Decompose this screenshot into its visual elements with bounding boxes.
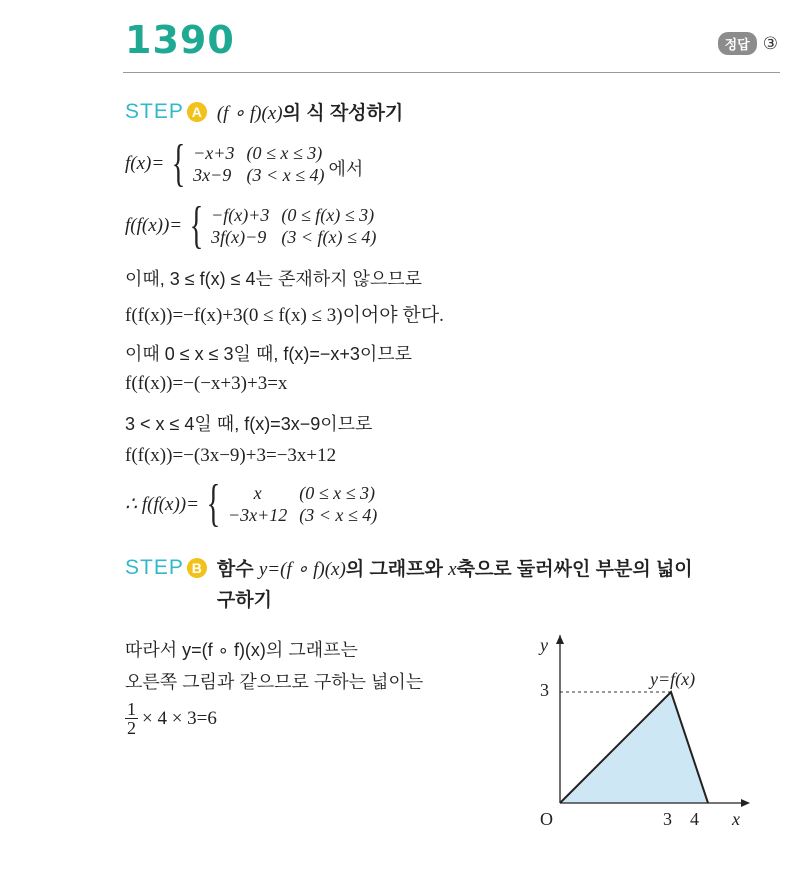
solution-line-3: 이때, 3 ≤ f(x) ≤ 4는 존재하지 않으므로 (125, 269, 423, 289)
step-b-body-line1: 따라서 y=(f ∘ f)(x)의 그래프는 (125, 640, 358, 660)
f-case1-expr: −x+3 (193, 143, 235, 163)
result-brace: { (206, 475, 221, 532)
step-a-label: STEP (125, 100, 184, 123)
step-b-title-part3: 축으로 둘러싸인 부분의 넓이 (456, 559, 693, 580)
step-b-title (217, 556, 693, 614)
ff-case2-expr: 3f(x)−9 (211, 227, 267, 247)
curve-label: y=f(x) (650, 669, 696, 689)
step-a-circle: A (187, 102, 207, 122)
result-lhs: ∴ f(f(x))= (125, 493, 199, 515)
x-axis-arrow-icon (741, 799, 750, 807)
ff-definition-brace: { (189, 197, 204, 254)
f-definition-suffix: 에서 (328, 159, 364, 179)
y-tick-3: 3 (540, 680, 549, 700)
x-axis-label: x (732, 809, 740, 829)
area-fraction-denominator: 2 (127, 718, 136, 738)
problem-number: 1390 (125, 18, 235, 62)
step-b-heading (125, 556, 693, 614)
area-expression: × 4 × 3=6 (142, 707, 217, 729)
f-definition-brace: { (171, 135, 186, 192)
area-fraction-numerator: 1 (127, 699, 136, 719)
ff-case2-cond: (3 < f(x) ≤ 4) (281, 227, 377, 247)
x-tick-3: 3 (663, 809, 672, 829)
step-b-body-line2: 오른쪽 그림과 같으므로 구하는 넓이는 (125, 672, 424, 692)
step-b-title-line1 (217, 556, 693, 583)
solution-line-8: f(f(x))=−(3x−9)+3=−3x+12 (125, 445, 337, 466)
solution-line-6: f(f(x))=−(−x+3)+3=x (125, 373, 288, 394)
area-fraction (125, 700, 138, 737)
answer-indicator (718, 32, 778, 55)
step-b-circle: B (187, 558, 207, 578)
step-b-label: STEP (125, 556, 184, 579)
answer-badge: 정답 (718, 32, 757, 55)
solution-line-5: 이때 0 ≤ x ≤ 3일 때, f(x)=−x+3이므로 (125, 344, 413, 364)
step-b-title-part2: 의 그래프와 (345, 559, 449, 580)
step-a-heading (125, 100, 403, 127)
f-case1-cond: (0 ≤ x ≤ 3) (246, 143, 323, 163)
step-b-title-part1: 함수 (216, 559, 259, 580)
solution-line-4: f(f(x))=−f(x)+3(0 ≤ f(x) ≤ 3)이어야 한다. (125, 305, 444, 326)
f-definition (125, 135, 364, 192)
f-definition-lhs: f(x)= (125, 153, 165, 174)
f-definition-cases (193, 142, 324, 186)
origin-label: O (540, 809, 553, 829)
result-definition (125, 475, 378, 532)
result-case1-expr: x (253, 483, 262, 503)
area-calculation (125, 700, 217, 737)
ff-case1-expr: −f(x)+3 (211, 205, 270, 225)
step-b-title-line2: 구하기 (216, 590, 272, 611)
y-axis-arrow-icon (556, 635, 564, 644)
area-graph (520, 635, 760, 835)
step-b-title-x: x (448, 559, 457, 580)
y-axis-label: y (540, 635, 548, 655)
f-case2-cond: (3 < x ≤ 4) (246, 165, 325, 185)
result-case2-expr: −3x+12 (227, 505, 288, 525)
f-case2-expr: 3x−9 (193, 165, 232, 185)
x-tick-4: 4 (690, 809, 699, 829)
step-a-title-text: 의 식 작성하기 (282, 103, 404, 124)
header-divider (123, 72, 780, 73)
result-case2-cond: (3 < x ≤ 4) (299, 505, 378, 525)
answer-value: ③ (762, 33, 778, 53)
ff-definition-lhs: f(f(x))= (125, 215, 183, 236)
shaded-region (560, 692, 708, 803)
solution-line-7: 3 < x ≤ 4일 때, f(x)=3x−9이므로 (125, 414, 373, 434)
result-case1-cond: (0 ≤ x ≤ 3) (299, 483, 375, 503)
step-a-title-math: (f ∘ f)(x) (216, 103, 283, 124)
ff-definition (125, 197, 377, 254)
result-cases (228, 482, 377, 526)
step-a-title (217, 100, 403, 127)
step-b-title-math: y=(f ∘ f)(x) (258, 559, 346, 580)
ff-case1-cond: (0 ≤ f(x) ≤ 3) (281, 205, 375, 225)
ff-definition-cases (211, 204, 376, 248)
